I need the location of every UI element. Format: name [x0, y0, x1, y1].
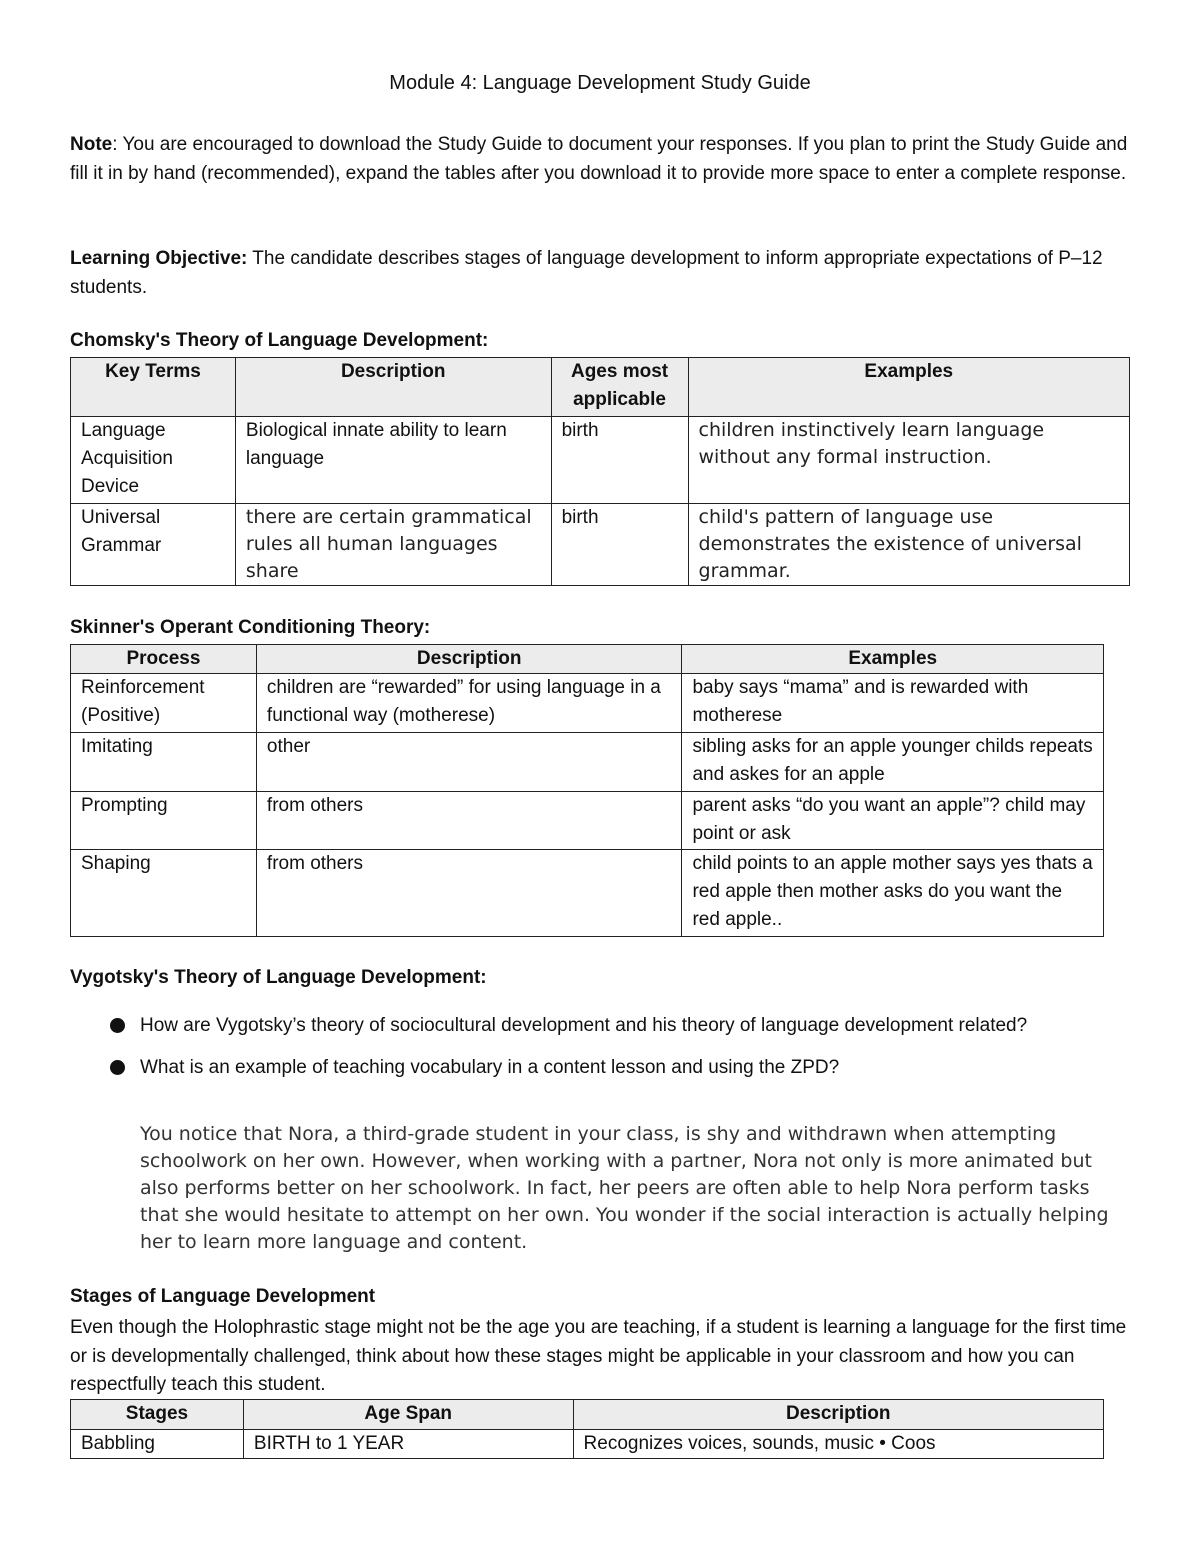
header-description: Description	[235, 358, 551, 417]
learning-objective	[70, 244, 1130, 302]
examples-cell: child points to an apple mother says yes thats a red apple then mother asks do you want the red apple..	[682, 850, 1104, 937]
description-cell: from others	[256, 792, 682, 850]
description-cell: there are certain grammatical rules all human languages share	[235, 504, 551, 586]
description-cell: other	[256, 733, 682, 792]
table-row	[71, 504, 1130, 586]
table-row	[71, 733, 1104, 792]
bullet-icon	[110, 1018, 125, 1033]
header-age-span: Age Span	[243, 1400, 573, 1430]
examples-cell: sibling asks for an apple younger childs repeats and askes for an apple	[682, 733, 1104, 792]
process-cell: Reinforcement (Positive)	[71, 674, 257, 733]
process-cell: Imitating	[71, 733, 257, 792]
ages-cell: birth	[551, 504, 688, 586]
header-description: Description	[256, 645, 682, 674]
description-cell: from others	[256, 850, 682, 937]
table-row	[71, 850, 1104, 937]
list-item	[70, 1050, 1130, 1086]
vygotsky-question-list	[70, 1008, 1130, 1086]
page-title: Module 4: Language Development Study Guide	[389, 72, 811, 94]
header-examples: Examples	[682, 645, 1104, 674]
header-description: Description	[573, 1400, 1103, 1430]
stages-heading: Stages of Language Development	[70, 1286, 376, 1307]
bullet-icon	[110, 1060, 125, 1075]
skinner-heading: Skinner's Operant Conditioning Theory:	[70, 617, 431, 638]
list-item	[70, 1008, 1130, 1044]
table-row	[71, 792, 1104, 850]
question-text: How are Vygotsky’s theory of sociocultural development and his theory of language development related?	[140, 1015, 1028, 1036]
table-header-row	[71, 358, 1130, 417]
table-row	[71, 417, 1130, 504]
examples-cell: baby says “mama” and is rewarded with motherese	[682, 674, 1104, 733]
chomsky-heading: Chomsky's Theory of Language Development:	[70, 330, 489, 351]
note-label: Note	[70, 134, 113, 155]
examples-cell: child's pattern of language use demonstrates the existence of universal grammar.	[688, 504, 1129, 586]
chomsky-table	[70, 357, 1130, 586]
skinner-table	[70, 644, 1104, 937]
objective-label: Learning Objective:	[70, 248, 248, 269]
stage-cell: Babbling	[71, 1430, 244, 1459]
objective-text: The candidate describes stages of language development to inform appropriate expectations of P–12 students.	[70, 248, 1103, 298]
table-header-row	[71, 1400, 1104, 1430]
header-stages: Stages	[71, 1400, 244, 1430]
process-cell: Shaping	[71, 850, 257, 937]
vygotsky-answer: You notice that Nora, a third-grade student in your class, is shy and withdrawn when attempting schoolwork on her own. However, when working with a partner, Nora not only is more animated but also performs better on her schoolwork. In fact, her peers are often able to help Nora perform tasks that she would hesitate to attempt on her own. You wonder if the social interaction is actually helping her to learn more language and content.	[140, 1123, 1109, 1253]
table-row	[71, 674, 1104, 733]
description-cell: Recognizes voices, sounds, music • Coos	[573, 1430, 1103, 1459]
header-examples: Examples	[688, 358, 1129, 417]
header-ages: Ages most applicable	[551, 358, 688, 417]
table-row	[71, 1430, 1104, 1459]
vygotsky-heading: Vygotsky's Theory of Language Development:	[70, 967, 487, 988]
table-header-row	[71, 645, 1104, 674]
age-cell: BIRTH to 1 YEAR	[243, 1430, 573, 1459]
description-cell: Biological innate ability to learn language	[235, 417, 551, 504]
examples-cell: parent asks “do you want an apple”? child may point or ask	[682, 792, 1104, 850]
description-cell: children are “rewarded” for using language in a functional way (motherese)	[256, 674, 682, 733]
question-text: What is an example of teaching vocabulary in a content lesson and using the ZPD?	[140, 1057, 840, 1078]
ages-cell: birth	[551, 417, 688, 504]
examples-cell: children instinctively learn language without any formal instruction.	[688, 417, 1129, 504]
header-key-terms: Key Terms	[71, 358, 236, 417]
stages-intro: Even though the Holophrastic stage might not be the age you are teaching, if a student is learning a language for the first time or is developmentally challenged, think about how these stages might be applicable in your classroom and how you can respectfully teach this student.	[70, 1317, 1127, 1395]
term-cell: Universal Grammar	[71, 504, 236, 586]
note-paragraph	[70, 130, 1130, 188]
term-cell: Language Acquisition Device	[71, 417, 236, 504]
stages-table	[70, 1399, 1104, 1459]
header-process: Process	[71, 645, 257, 674]
process-cell: Prompting	[71, 792, 257, 850]
note-text: : You are encouraged to download the Study Guide to document your responses. If you plan to print the Study Guide and fill it in by hand (recommended), expand the tables after you download it to provide more space to enter a complete response.	[70, 134, 1128, 184]
